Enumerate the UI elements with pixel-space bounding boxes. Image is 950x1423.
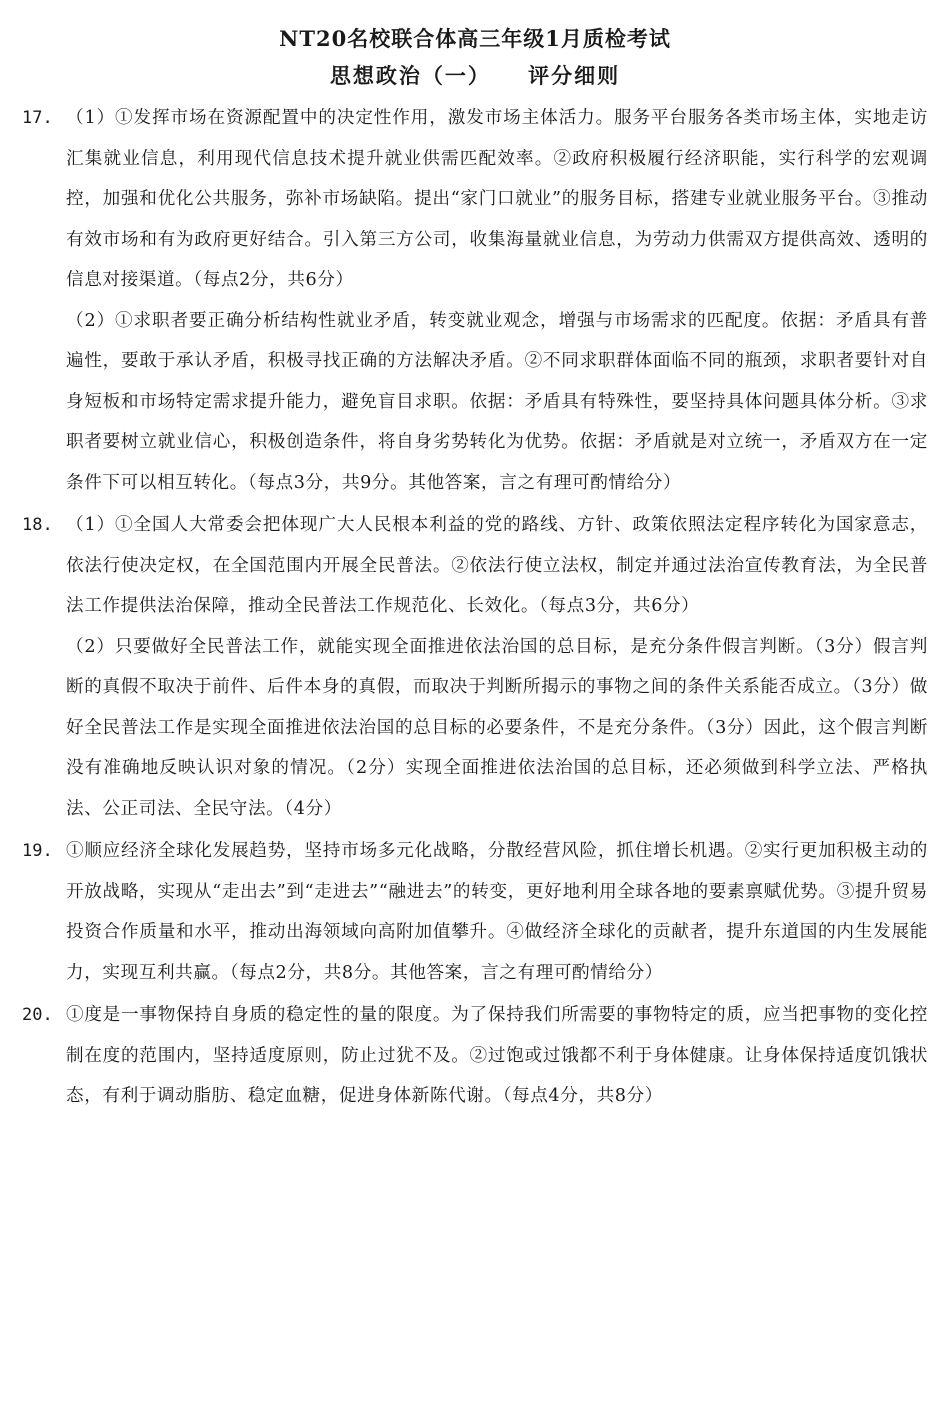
answer-part-1: （1）①全国人大常委会把体现广大人民根本利益的党的路线、方针、政策依照法定程序转化为国家意志，依法行使决定权，在全国范围内开展全民普法。②依法行使立法权，制定并通过法治宣传教育法，为全民普法工作提供法治保障，推动全民普法工作规范化、长效化。（每点3分，共6分）	[66, 515, 928, 616]
question-17	[22, 98, 928, 503]
answer-text: ①顺应经济全球化发展趋势，坚持市场多元化战略，分散经营风险，抓住增长机遇。②实行更加积极主动的开放战略，实现从“走出去”到“走进去”“融进去”的转变，更好地利用全球各地的要素禀赋优势。③提升贸易投资合作质量和水平，推动出海领域向高附加值攀升。④做经济全球化的贡献者，提升东道国的内生发展能力，实现互利共赢。（每点2分，共8分。其他答案，言之有理可酌情给分）	[66, 841, 928, 983]
question-18	[22, 505, 928, 829]
answer-part-2: （2）①求职者要正确分析结构性就业矛盾，转变就业观念，增强与市场需求的匹配度。依据：矛盾具有普遍性，要敢于承认矛盾，积极寻找正确的方法解决矛盾。②不同求职群体面临不同的瓶颈，求职者要针对自身短板和市场特定需求提升能力，避免盲目求职。依据：矛盾具有特殊性，要坚持具体问题具体分析。③求职者要树立就业信心，积极创造条件，将自身劣势转化为优势。依据：矛盾就是对立统一，矛盾双方在一定条件下可以相互转化。（每点3分，共9分。其他答案，言之有理可酌情给分）	[66, 310, 928, 493]
question-20	[22, 995, 928, 1117]
question-number: 18.	[22, 515, 53, 535]
answer-text: ①度是一事物保持自身质的稳定性的量的限度。为了保持我们所需要的事物特定的质，应当把事物的变化控制在度的范围内，坚持适度原则，防止过犹不及。②过饱或过饿都不利于身体健康。让身体保持适度饥饿状态，有利于调动脂肪、稳定血糖，促进身体新陈代谢。（每点4分，共8分）	[66, 1005, 928, 1106]
question-body	[66, 831, 928, 993]
question-19	[22, 831, 928, 993]
exam-title: NT20名校联合体高三年级1月质检考试	[279, 26, 671, 51]
question-body	[66, 505, 928, 829]
question-number: 19.	[22, 841, 53, 861]
question-body	[66, 995, 928, 1117]
question-number: 20.	[22, 1005, 53, 1025]
answer-part-2: （2）只要做好全民普法工作，就能实现全面推进依法治国的总目标，是充分条件假言判断。（3分）假言判断的真假不取决于前件、后件本身的真假，而取决于判断所揭示的事物之间的条件关系能否成立。（3分）做好全民普法工作是实现全面推进依法治国的总目标的必要条件，不是充分条件。（3分）因此，这个假言判断没有准确地反映认识对象的情况。（2分）实现全面推进依法治国的总目标，还必须做到科学立法、严格执法、公正司法、全民守法。（4分）	[66, 636, 928, 819]
subject-subtitle: 思想政治（一） 评分细则	[329, 63, 621, 88]
question-number: 17.	[22, 108, 53, 128]
question-body	[66, 98, 928, 503]
answer-part-1: （1）①发挥市场在资源配置中的决定性作用，激发市场主体活力。服务平台服务各类市场主体，实地走访汇集就业信息，利用现代信息技术提升就业供需匹配效率。②政府积极履行经济职能，实行科学的宏观调控，加强和优化公共服务，弥补市场缺陷。提出“家门口就业”的服务目标，搭建专业就业服务平台。③推动有效市场和有为政府更好结合。引入第三方公司，收集海量就业信息，为劳动力供需双方提供高效、透明的信息对接渠道。（每点2分，共6分）	[66, 108, 928, 290]
